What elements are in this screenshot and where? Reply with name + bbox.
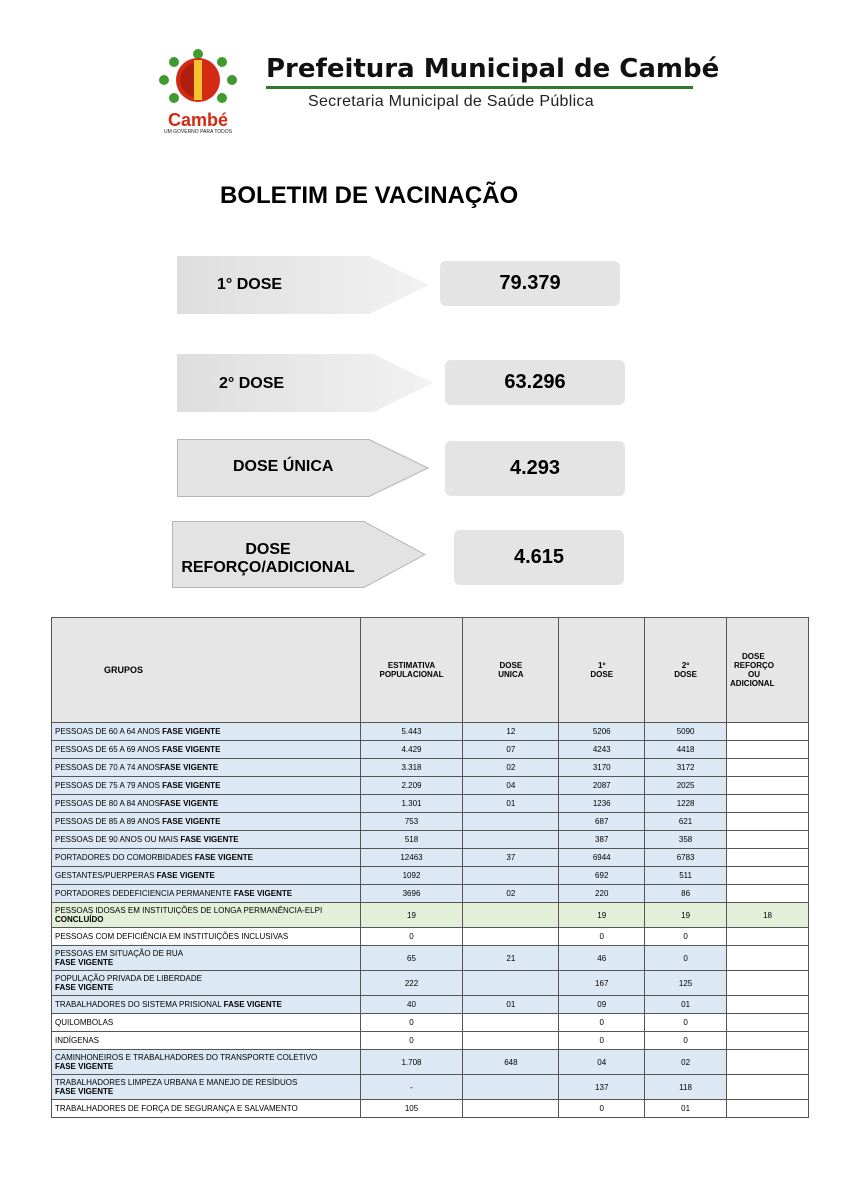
first-dose-cell: 687: [559, 813, 645, 831]
first-dose-cell: 6944: [559, 849, 645, 867]
table-row: [52, 777, 809, 795]
single-dose-cell: [463, 971, 559, 996]
booster-dose-cell: [727, 795, 809, 813]
phase-status: FASE VIGENTE: [223, 1000, 282, 1009]
table-row: [52, 996, 809, 1014]
booster-dose-cell: [727, 1032, 809, 1050]
single-dose-cell: [463, 867, 559, 885]
single-dose-cell: 21: [463, 946, 559, 971]
phase-status: FASE VIGENTE: [55, 958, 114, 967]
phase-status: FASE VIGENTE: [159, 763, 219, 772]
header-estimate-line1: ESTIMATIVA: [387, 661, 436, 670]
table-row: [52, 885, 809, 903]
group-cell: [52, 849, 361, 867]
booster-dose-cell: [727, 1050, 809, 1075]
single-dose-cell: [463, 1100, 559, 1118]
first-dose-cell: 5206: [559, 723, 645, 741]
estimate-cell: 5.443: [360, 723, 463, 741]
booster-dose-cell: [727, 1014, 809, 1032]
arrow-shape-icon: [177, 256, 429, 314]
single-dose-cell: 12: [463, 723, 559, 741]
booster-dose-cell: [727, 777, 809, 795]
dose-label-booster-line2: REFORÇO/ADICIONAL: [181, 559, 355, 576]
phase-status: CONCLUÍDO: [55, 915, 104, 924]
single-dose-cell: 648: [463, 1050, 559, 1075]
group-cell: [52, 1014, 361, 1032]
group-cell: [52, 971, 361, 996]
dose-arrow-single: [177, 439, 429, 497]
group-name: PESSOAS COM DEFICIÊNCIA EM INSTITUIÇÕES INCLUSIVAS: [55, 932, 289, 941]
group-name: TRABALHADORES LIMPEZA URBANA E MANEJO DE RESÍDUOS: [55, 1078, 298, 1087]
group-cell: [52, 946, 361, 971]
group-name: TRABALHADORES DO SISTEMA PRISIONAL: [55, 1000, 224, 1009]
second-dose-cell: 0: [645, 1032, 727, 1050]
group-cell: [52, 795, 361, 813]
first-dose-cell: 19: [559, 903, 645, 928]
group-name: PORTADORES DEDEFICIENCIA PERMANENTE: [55, 889, 234, 898]
group-cell: [52, 1032, 361, 1050]
group-cell: [52, 723, 361, 741]
header-divider: [266, 86, 693, 89]
group-name: PESSOAS DE 60 A 64 ANOS: [55, 727, 163, 736]
first-dose-cell: 0: [559, 1100, 645, 1118]
dose-arrow-booster: [172, 521, 426, 588]
first-dose-cell: 387: [559, 831, 645, 849]
phase-status: FASE VIGENTE: [233, 889, 293, 898]
group-name: TRABALHADORES DE FORÇA DE SEGURANÇA E SALVAMENTO: [55, 1104, 298, 1113]
header-booster-dose: [727, 618, 809, 723]
estimate-cell: 518: [360, 831, 463, 849]
dose-label-first: 1° DOSE: [217, 276, 283, 293]
dose-value-single: 4.293: [445, 441, 625, 496]
header-single-line2: UNICA: [498, 670, 524, 679]
booster-dose-cell: [727, 928, 809, 946]
first-dose-cell: 0: [559, 1014, 645, 1032]
group-name: PESSOAS DE 80 A 84 ANOS: [55, 799, 160, 808]
first-dose-cell: 692: [559, 867, 645, 885]
table-row: [52, 971, 809, 996]
second-dose-cell: 0: [645, 928, 727, 946]
header-second-dose: [645, 618, 727, 723]
group-cell: [52, 813, 361, 831]
group-name: CAMINHONEIROS E TRABALHADORES DO TRANSPORTE COLETIVO: [55, 1053, 318, 1062]
single-dose-cell: 02: [463, 885, 559, 903]
group-name: PESSOAS DE 65 A 69 ANOS: [55, 745, 163, 754]
booster-dose-cell: [727, 813, 809, 831]
phase-status: FASE VIGENTE: [156, 871, 215, 880]
header-booster-line3: OU: [748, 670, 761, 679]
first-dose-cell: 137: [559, 1075, 645, 1100]
estimate-cell: 3.318: [360, 759, 463, 777]
booster-dose-cell: [727, 723, 809, 741]
table-row: [52, 1100, 809, 1118]
single-dose-cell: [463, 831, 559, 849]
group-cell: [52, 867, 361, 885]
first-dose-cell: 0: [559, 1032, 645, 1050]
table-row: [52, 723, 809, 741]
estimate-cell: 105: [360, 1100, 463, 1118]
booster-dose-cell: [727, 1075, 809, 1100]
estimate-cell: 12463: [360, 849, 463, 867]
single-dose-cell: 04: [463, 777, 559, 795]
phase-status: FASE VIGENTE: [162, 817, 221, 826]
group-name: PESSOAS DE 85 A 89 ANOS: [55, 817, 163, 826]
dose-label-single: DOSE ÚNICA: [233, 458, 334, 475]
group-name: PESSOAS DE 90 ANOS OU MAIS: [55, 835, 181, 844]
table-row: [52, 741, 809, 759]
group-name: PESSOAS IDOSAS EM INSTITUIÇÕES DE LONGA PERMANÊNCIA-ELPI: [55, 906, 323, 915]
logo-emblem-icon: [150, 48, 246, 112]
estimate-cell: 19: [360, 903, 463, 928]
dose-arrow-second: [177, 354, 433, 412]
city-logo: [150, 48, 246, 136]
single-dose-cell: [463, 903, 559, 928]
header-booster-line4: ADICIONAL: [730, 679, 775, 688]
second-dose-cell: 511: [645, 867, 727, 885]
estimate-cell: 2.209: [360, 777, 463, 795]
header-first-line1: 1º: [598, 661, 606, 670]
header-single-dose: [463, 618, 559, 723]
booster-dose-cell: [727, 759, 809, 777]
header-second-line2: DOSE: [674, 670, 697, 679]
booster-dose-cell: [727, 885, 809, 903]
booster-dose-cell: [727, 971, 809, 996]
single-dose-cell: [463, 928, 559, 946]
second-dose-cell: 01: [645, 1100, 727, 1118]
phase-status: FASE VIGENTE: [55, 1062, 114, 1071]
group-name: PESSOAS DE 70 A 74 ANOS: [55, 763, 160, 772]
bulletin-title: BOLETIM DE VACINAÇÃO: [220, 182, 519, 209]
table-body: [52, 723, 809, 1118]
estimate-cell: 65: [360, 946, 463, 971]
first-dose-cell: 4243: [559, 741, 645, 759]
booster-dose-cell: [727, 741, 809, 759]
second-dose-cell: 0: [645, 1014, 727, 1032]
header-estimate: [360, 618, 463, 723]
second-dose-cell: 118: [645, 1075, 727, 1100]
second-dose-cell: 86: [645, 885, 727, 903]
first-dose-cell: 3170: [559, 759, 645, 777]
group-cell: [52, 831, 361, 849]
estimate-cell: 1.708: [360, 1050, 463, 1075]
estimate-cell: 1.301: [360, 795, 463, 813]
dose-value-second: 63.296: [445, 360, 625, 405]
logo-tagline: UM GOVERNO PARA TODOS: [163, 129, 233, 135]
table-row: [52, 849, 809, 867]
booster-dose-cell: [727, 946, 809, 971]
table-row: [52, 1075, 809, 1100]
header-booster-line2: REFORÇO: [734, 661, 775, 670]
second-dose-cell: 0: [645, 946, 727, 971]
booster-dose-cell: [727, 867, 809, 885]
header-single-line1: DOSE: [499, 661, 523, 670]
first-dose-cell: 46: [559, 946, 645, 971]
page-header-title: Prefeitura Municipal de Cambé: [266, 54, 720, 84]
group-cell: [52, 903, 361, 928]
vaccination-table: [51, 617, 809, 1118]
second-dose-cell: 01: [645, 996, 727, 1014]
header-groups: GRUPOS: [52, 618, 361, 723]
phase-status: FASE VIGENTE: [162, 745, 221, 754]
first-dose-cell: 04: [559, 1050, 645, 1075]
group-name: INDÍGENAS: [55, 1036, 100, 1045]
first-dose-cell: 09: [559, 996, 645, 1014]
dose-arrow-first: [177, 256, 429, 314]
table-row: [52, 759, 809, 777]
single-dose-cell: [463, 1014, 559, 1032]
group-cell: [52, 1100, 361, 1118]
phase-status: FASE VIGENTE: [55, 1087, 114, 1096]
page-header-subtitle: Secretaria Municipal de Saúde Pública: [308, 93, 594, 110]
single-dose-cell: 02: [463, 759, 559, 777]
dose-label-second: 2° DOSE: [219, 375, 285, 392]
single-dose-cell: 37: [463, 849, 559, 867]
second-dose-cell: 4418: [645, 741, 727, 759]
first-dose-cell: 220: [559, 885, 645, 903]
header-second-line1: 2º: [681, 661, 690, 670]
booster-dose-cell: [727, 849, 809, 867]
estimate-cell: 0: [360, 1032, 463, 1050]
table-header-row: [52, 618, 809, 723]
second-dose-cell: 02: [645, 1050, 727, 1075]
table-row: [52, 928, 809, 946]
table-row: [52, 1014, 809, 1032]
table-row: [52, 795, 809, 813]
group-cell: [52, 777, 361, 795]
table-row: [52, 946, 809, 971]
table-row: [52, 1050, 809, 1075]
logo-caption: Cambé: [167, 110, 229, 130]
first-dose-cell: 1236: [559, 795, 645, 813]
group-cell: [52, 759, 361, 777]
single-dose-cell: [463, 1075, 559, 1100]
second-dose-cell: 19: [645, 903, 727, 928]
booster-dose-cell: [727, 996, 809, 1014]
single-dose-cell: 01: [463, 996, 559, 1014]
group-cell: [52, 1050, 361, 1075]
estimate-cell: 3696: [360, 885, 463, 903]
second-dose-cell: 2025: [645, 777, 727, 795]
booster-dose-cell: [727, 831, 809, 849]
estimate-cell: -: [360, 1075, 463, 1100]
group-name: PESSOAS EM SITUAÇÃO DE RUA: [55, 949, 184, 958]
phase-status: FASE VIGENTE: [162, 781, 221, 790]
estimate-cell: 753: [360, 813, 463, 831]
arrow-shape-icon: [177, 354, 433, 412]
phase-status: FASE VIGENTE: [159, 799, 219, 808]
group-cell: [52, 996, 361, 1014]
first-dose-cell: 167: [559, 971, 645, 996]
estimate-cell: 0: [360, 1014, 463, 1032]
group-cell: [52, 741, 361, 759]
first-dose-cell: 2087: [559, 777, 645, 795]
phase-status: FASE VIGENTE: [180, 835, 239, 844]
group-name: PORTADORES DO COMORBIDADES: [55, 853, 195, 862]
table-row: [52, 903, 809, 928]
group-cell: [52, 928, 361, 946]
dose-label-booster-line1: DOSE: [245, 541, 291, 558]
second-dose-cell: 358: [645, 831, 727, 849]
single-dose-cell: [463, 1032, 559, 1050]
phase-status: FASE VIGENTE: [162, 727, 221, 736]
group-name: POPULAÇÃO PRIVADA DE LIBERDADE: [55, 974, 203, 983]
booster-dose-cell: 18: [727, 903, 809, 928]
second-dose-cell: 621: [645, 813, 727, 831]
group-name: GESTANTES/PUERPERAS: [55, 871, 157, 880]
estimate-cell: 4.429: [360, 741, 463, 759]
single-dose-cell: [463, 813, 559, 831]
header-first-line2: DOSE: [590, 670, 614, 679]
single-dose-cell: 01: [463, 795, 559, 813]
phase-status: FASE VIGENTE: [55, 983, 114, 992]
second-dose-cell: 1228: [645, 795, 727, 813]
estimate-cell: 222: [360, 971, 463, 996]
group-cell: [52, 885, 361, 903]
table-row: [52, 1032, 809, 1050]
booster-dose-cell: [727, 1100, 809, 1118]
table-row: [52, 831, 809, 849]
group-cell: [52, 1075, 361, 1100]
single-dose-cell: 07: [463, 741, 559, 759]
group-name: PESSOAS DE 75 A 79 ANOS: [55, 781, 163, 790]
second-dose-cell: 5090: [645, 723, 727, 741]
estimate-cell: 1092: [360, 867, 463, 885]
dose-value-first: 79.379: [440, 261, 620, 306]
group-name: QUILOMBOLAS: [55, 1018, 114, 1027]
dose-label-booster: [180, 541, 356, 577]
second-dose-cell: 3172: [645, 759, 727, 777]
table-row: [52, 813, 809, 831]
phase-status: FASE VIGENTE: [194, 853, 253, 862]
dose-value-booster: 4.615: [454, 530, 624, 585]
table-row: [52, 867, 809, 885]
first-dose-cell: 0: [559, 928, 645, 946]
header-first-dose: [559, 618, 645, 723]
header-booster-line1: DOSE: [742, 652, 765, 661]
header-estimate-line2: POPULACIONAL: [379, 670, 444, 679]
second-dose-cell: 6783: [645, 849, 727, 867]
estimate-cell: 40: [360, 996, 463, 1014]
estimate-cell: 0: [360, 928, 463, 946]
second-dose-cell: 125: [645, 971, 727, 996]
